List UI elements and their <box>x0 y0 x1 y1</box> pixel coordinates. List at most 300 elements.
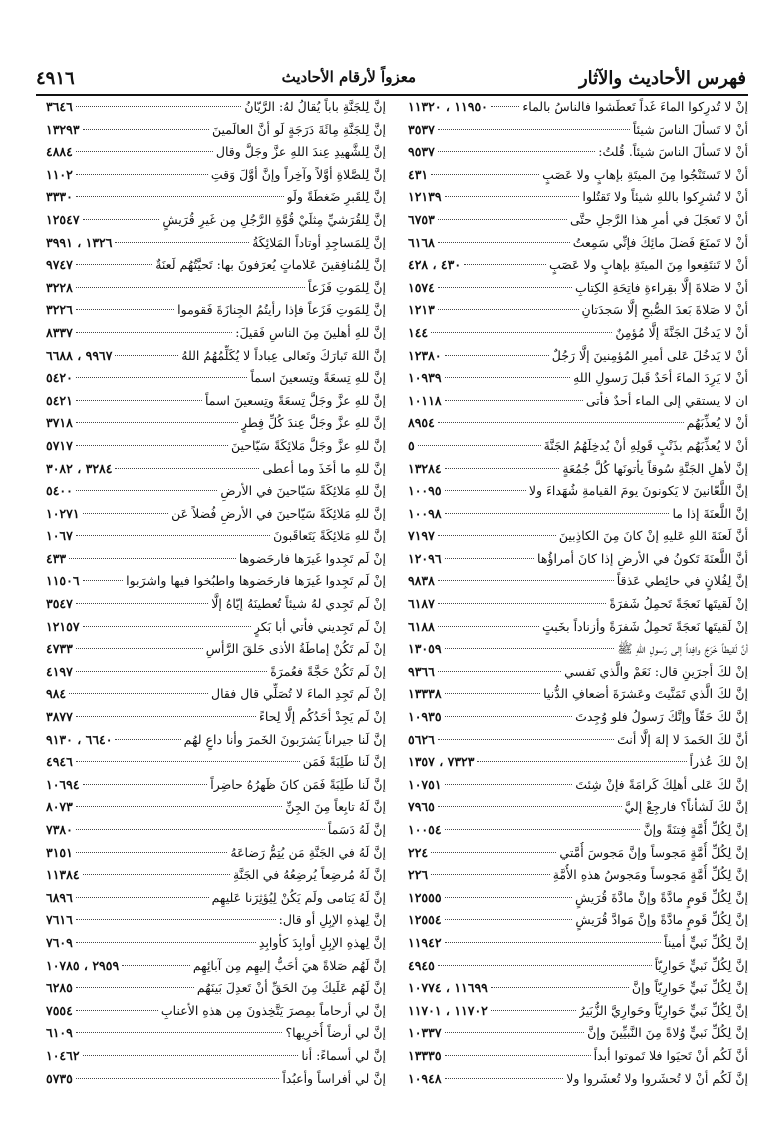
hadith-numbers: ٦٨٩٦ <box>46 889 73 905</box>
entry-text: إنَّ لكَ عَلى أهلِكَ كَرامَةً فإنْ شِئتَ <box>575 776 748 792</box>
index-entry <box>46 1022 386 1045</box>
index-entry <box>408 141 748 164</box>
leader-dots <box>445 468 560 469</box>
index-entry <box>46 593 386 616</box>
leader-dots <box>76 761 300 762</box>
entry-text: إنَّ لي أرضاً أُخرِيها؟ <box>285 1025 386 1041</box>
leader-dots <box>491 1010 576 1011</box>
entry-text: إنَّ لأهلِ الجَنَّةِ سُوقاً يأتونَها كُلَّ جُمُعَةٍ <box>562 460 748 476</box>
index-entry <box>46 638 386 661</box>
leader-dots <box>76 852 228 853</box>
hadith-numbers: ٣٧١٨ <box>46 415 73 431</box>
entry-text: إنَّ لِلمُنافِقينَ عَلاماتٍ يُعرَفونَ بها: تَحيَّتُهُم لَعنَةٌ <box>155 257 386 273</box>
index-entry <box>46 254 386 277</box>
entry-text: إنْ لَم تَجِدوا غَيرَها فارحَضوها واطبُخوا فيها واشرَبوا <box>126 573 386 589</box>
index-column-right <box>408 96 748 1090</box>
entry-text: إنَّ لِكُلِّ نَبيٍّ حَوارِيّاً وحَوارِيَّ الزُّبَيرُ <box>578 1002 748 1018</box>
hadith-numbers: ٣٦٤٦ <box>46 99 73 114</box>
index-entry <box>408 503 748 526</box>
index-entry <box>46 751 386 774</box>
hadith-numbers: ٧٦٠٩ <box>46 934 73 950</box>
leader-dots <box>76 671 267 672</box>
entry-text: إنْ لكَ أجرَينِ قال: نَعَمْ والَّذي نَفسي <box>564 663 748 679</box>
entry-text: إنَّ لَهُم عَلَيكَ مِنَ الحَقِّ أنْ تَعدِلَ بَينَهُم <box>196 980 386 996</box>
entry-text: إنْ لا تُدرِكوا الماءَ غَداً تَعطَشوا فالناسُ بالماء <box>522 99 748 114</box>
entry-text: إنَّ لَهُ دَسَماً <box>327 822 386 837</box>
index-entry <box>408 186 748 209</box>
entry-text: أنَّ لكَ الحَمدَ لا إلهَ إلَّا أنتَ <box>617 731 748 747</box>
leader-dots <box>445 513 670 514</box>
leader-dots <box>445 784 573 785</box>
hadith-numbers: ١٣٢٩٣ <box>46 121 80 137</box>
entry-text: إنَّ لِلقَبرِ ضَغطَةً ولَو <box>286 189 386 205</box>
entry-text: إنَّ لِكُلِّ نَبيٍّ أميناً <box>664 934 748 950</box>
hadith-numbers: ٨٣٣٧ <box>46 324 73 340</box>
hadith-numbers: ١٠٠٥٤ <box>408 822 442 837</box>
index-entry <box>46 774 386 797</box>
leader-dots <box>438 129 630 130</box>
entry-text: إنَّ لِكُلِّ أُمَّةٍ فِتنَةً وإنَّ <box>643 822 748 837</box>
index-entry <box>408 977 748 1000</box>
index-column-left <box>46 96 386 1090</box>
entry-text: إنَّ لِلصَّلاةِ أوَّلاً وآخِراً وإنَّ أوَّلَ وَقتِ <box>210 166 386 182</box>
entry-text: أنْ لا صَلاةَ إلَّا بقِراءةِ فاتِحَةِ الكِتابِ <box>574 279 748 295</box>
entry-text: إنَّ للهِ ما أخَذَ وما أعطى <box>262 460 386 476</box>
entry-text: أنَّ لَعنَةَ اللهِ عَليهِ إنْ كانَ مِنَ الكاذِبينَ <box>558 528 748 544</box>
hadith-numbers: ٣٥٣٧ <box>408 121 435 137</box>
hadith-numbers: ١٢٥٥٥ <box>408 889 442 905</box>
hadith-numbers: ١١٠٢ <box>46 166 73 182</box>
entry-text: أنَّ اللَّعنَةَ تَكونُ في الأرضِ إذا كانَ أمراؤُها <box>537 550 748 566</box>
leader-dots <box>438 965 652 966</box>
leader-dots <box>76 106 241 107</box>
leader-dots <box>83 784 208 785</box>
entry-text: إنَّ لَهُ في الجَنَّةِ مَن يُتِمُّ رَضاعَهُ <box>230 844 386 860</box>
hadith-numbers: ٦٧٥٣ <box>408 211 435 227</box>
hadith-numbers: ٩٧٤٧ <box>46 257 73 273</box>
index-entry <box>408 842 748 865</box>
hadith-numbers: ٩٨٣٨ <box>408 573 435 589</box>
leader-dots <box>76 309 174 310</box>
leader-dots <box>445 693 541 694</box>
hadith-numbers: ٢٩٥٩ ، ١٠٧٨٥ <box>46 957 120 973</box>
hadith-numbers: ١٠١١٨ <box>408 392 442 408</box>
index-entry <box>408 1045 748 1068</box>
leader-dots <box>83 129 209 130</box>
hadith-numbers: ٥٧١٧ <box>46 437 73 453</box>
index-entry <box>46 616 386 639</box>
hadith-numbers: ١٣٢٨٤ <box>408 460 442 476</box>
leader-dots <box>445 196 580 197</box>
entry-text: إنَّ لِهذهِ الإبِلِ أو قال: <box>278 912 386 928</box>
leader-dots <box>438 242 570 243</box>
index-entry <box>46 480 386 503</box>
entry-text: أنْ لا تَسألَ الناسَ شيئاً. قُلتُ: <box>598 144 748 160</box>
hadith-numbers: ١٠٤٦٢ <box>46 1047 80 1063</box>
entry-text: إنْ لَقيتَها نَعجَةً تَحمِلُ شَفرَةً <box>609 596 748 612</box>
entry-text: أنْ لا صَلاةَ بَعدَ الصُّبحِ إلَّا سَجدَتانِ <box>581 302 748 318</box>
entry-text: إنَّ لَنا طَلِبَةً فَمَن كانَ ظَهرُهُ حاضِراً <box>210 776 386 792</box>
hadith-numbers: ٦٢٨٥ <box>46 980 73 996</box>
hadith-numbers: ٩٨٤ <box>46 686 67 702</box>
index-entry <box>46 458 386 481</box>
index-entry <box>46 819 386 842</box>
entry-text: إنَّ لِكُلِّ نَبيٍّ وُلاةً مِنَ النَّبيِّينَ وإنَّ <box>587 1025 748 1041</box>
index-entry <box>46 1000 386 1023</box>
entry-text: إنَّ لِلجَنَّةِ مِائَةَ دَرَجَةٍ لَو أنَّ العالَمينَ <box>211 121 386 137</box>
entry-text: إنَّ لِلجَنَّةِ باباً يُقالُ لهُ: الرَّيّانُ <box>244 99 386 114</box>
index-entry <box>408 254 748 277</box>
hadith-numbers: ١٢١٥٧ <box>46 618 80 634</box>
leader-dots <box>431 174 539 175</box>
entry-text: إنْ لَم تَجِدِ الماءَ لا تُصَلِّي قال فقال <box>211 686 386 702</box>
hadith-numbers: ٧٣٨٠ <box>46 822 73 837</box>
entry-text: إنَّ لِكُلِّ أُمَّةٍ مَجوساً وإنَّ مَجوسَ أُمَّتي <box>559 844 748 860</box>
leader-dots <box>445 355 549 356</box>
leader-dots <box>491 987 629 988</box>
entry-text: إنَّ للهِ مَلائِكَةً سَيّاحينَ في الأرضِ <box>220 483 386 499</box>
hadith-numbers: ٢٢٦ <box>408 867 429 883</box>
hadith-numbers: ٨٠٧٣ <box>46 799 73 815</box>
index-entry <box>408 1022 748 1045</box>
leader-dots <box>438 739 614 740</box>
index-entry <box>46 209 386 232</box>
entry-text: إنَّ لكَ لَشأناً؟ فارجِعْ إليَّ <box>624 799 748 815</box>
entry-text: إنَّ لَهُم صَلاةً هيَ أحَبُّ إليهِم مِن آبائِهِم <box>192 957 386 973</box>
leader-dots <box>76 422 238 423</box>
hadith-numbers: ١٠٦٩٤ <box>46 776 80 792</box>
hadith-numbers: ١٥٧٤ <box>408 279 435 295</box>
entry-text: إنَّ لَنا طَلِبَةً فَمَن <box>302 754 386 770</box>
hadith-numbers: ٦٦٤٠ ، ٩١٣٠ <box>46 731 113 747</box>
leader-dots <box>76 151 213 152</box>
leader-dots <box>445 558 534 559</box>
leader-dots <box>438 580 614 581</box>
index-entry <box>46 390 386 413</box>
hadith-numbers: ١١٩٤٢ <box>408 934 442 950</box>
index-entry <box>408 774 748 797</box>
index-entry <box>46 345 386 368</box>
hadith-numbers: ١٣٣٣٥ <box>408 1047 442 1063</box>
hadith-numbers: ١٠٩٣٥ <box>408 709 442 725</box>
index-entry <box>408 706 748 729</box>
hadith-numbers: ٤٣٠ ، ٤٢٨ <box>408 257 462 273</box>
entry-text: إنَّ لِكُلِّ نَبيٍّ حَوارِيّاً وإنَّ <box>631 980 748 996</box>
entry-text: إنَّ لِلمَوتِ فَزَعاً فإذا رأيتُمُ الجِنازَةَ فَقوموا <box>177 302 386 318</box>
hadith-numbers: ٧٥٥٤ <box>46 1002 73 1018</box>
leader-dots <box>76 535 270 536</box>
leader-dots <box>76 377 248 378</box>
entry-text: أنَّ لَقيطاً خَرَجَ وافِداً إلى رَسولِ اللهِ ﷺ <box>617 641 748 657</box>
hadith-numbers: ٣٥٤٧ <box>46 596 73 612</box>
hadith-numbers: ٤٨٨٤ <box>46 144 73 160</box>
index-entry <box>46 887 386 910</box>
entry-text: إنَّ للهِ عزَّ وجَلَّ عِندَ كُلِّ فِطرٍ <box>240 415 386 431</box>
hadith-numbers: ٩٩٦٧ ، ٦٦٨٨ <box>46 347 113 363</box>
page-number: ٤٩١٦ <box>36 68 75 89</box>
entry-text: إنَّ لكَ حَقّاً وإنَّكَ رَسولُ فلو وُجِدتَ <box>575 709 748 725</box>
hadith-numbers: ٩٥٣٧ <box>408 144 435 160</box>
index-entry <box>46 1068 386 1091</box>
entry-text: إنَّ لِكُلِّ قَومٍ مادَّةً وإنَّ مادَّةَ قُرَيشٍ <box>574 889 748 905</box>
leader-dots <box>431 332 612 333</box>
hadith-numbers: ٨٩٥٤ <box>408 415 435 431</box>
leader-dots <box>76 445 228 446</box>
leader-dots <box>83 513 169 514</box>
index-entry <box>408 390 748 413</box>
index-entry <box>46 435 386 458</box>
hadith-numbers: ١١٦٩٩ ، ١٠٧٧٤ <box>408 980 488 996</box>
hadith-numbers: ١٠٠٩٨ <box>408 505 442 521</box>
index-entry <box>46 932 386 955</box>
entry-text: أنْ لا يَدخُلَ الجَنَّةَ إلَّا مُؤمِنٌ <box>615 324 748 340</box>
hadith-numbers: ١٣٠٥٩ <box>408 641 442 657</box>
entry-text: أنَّ لَكُم أنْ تَحيَوا فلا تَموتوا أبداً <box>593 1047 748 1063</box>
hadith-numbers: ١٠٦٧ <box>46 528 73 544</box>
index-entry <box>408 683 748 706</box>
entry-text: إنَّ لِلمَوتِ فَزَعاً <box>307 279 386 295</box>
leader-dots <box>83 626 251 627</box>
index-entry <box>408 435 748 458</box>
index-entry <box>408 1068 748 1091</box>
index-entry <box>46 186 386 209</box>
entry-text: إنَّ للهِ مَلائِكَةً سَيّاحينَ في الأرضِ فُضلاً عَن <box>171 505 386 521</box>
hadith-numbers: ٤٣٣ <box>46 550 67 566</box>
index-entry <box>46 977 386 1000</box>
index-entry <box>46 299 386 322</box>
entry-text: أنْ لا تَستَنْجُوا مِنَ الميتَةِ بإهابٍ ولا عَصَبٍ <box>542 166 748 182</box>
index-entry <box>46 570 386 593</box>
leader-dots <box>445 829 641 830</box>
index-entry <box>46 412 386 435</box>
entry-text: أنْ لا تَسألَ الناسَ شيئاً <box>632 121 748 137</box>
entry-text: إنَّ لي أفراساً وأعبُداً <box>282 1070 386 1086</box>
entry-text: إنَّ لَهُ تابِعاً مِنَ الجِنِّ <box>285 799 386 815</box>
index-entry <box>46 706 386 729</box>
leader-dots <box>76 1010 158 1011</box>
hadith-numbers: ٣٣٣٠ <box>46 189 73 205</box>
leader-dots <box>445 400 583 401</box>
leader-dots <box>445 1078 564 1079</box>
entry-text: إنَّ للهِ عزَّ وجَلَّ تِسعَةً وتِسعينَ اسماً <box>204 392 386 408</box>
leader-dots <box>76 490 218 491</box>
hadith-numbers: ١٢٥٥٤ <box>408 912 442 928</box>
hadith-numbers: ١٢١٣٩ <box>408 189 442 205</box>
index-entry <box>46 909 386 932</box>
hadith-numbers: ٤٧٣٣ <box>46 641 73 657</box>
hadith-numbers: ١٠٠٩٥ <box>408 483 442 499</box>
index-entry <box>408 277 748 300</box>
leader-dots <box>76 829 325 830</box>
index-entry <box>46 277 386 300</box>
index-entry <box>408 751 748 774</box>
hadith-numbers: ٥٦٢٦ <box>408 731 435 747</box>
entry-text: إنَّ للهِ عزَّ وجَلَّ مَلائِكَةً سَيّاحينَ <box>230 437 386 453</box>
index-entry <box>408 480 748 503</box>
leader-dots <box>445 897 572 898</box>
hadith-numbers: ٣٢٨٤ ، ٣٠٨٢ <box>46 460 113 476</box>
leader-dots <box>464 264 546 265</box>
leader-dots <box>438 151 595 152</box>
index-entry <box>46 119 386 142</box>
hadith-numbers: ٣١٥١ <box>46 844 73 860</box>
hadith-numbers: ٤١٩٧ <box>46 663 73 679</box>
leader-dots <box>445 490 526 491</box>
entry-text: أنْ لا يَدخُلَ عَلى أميرِ المُؤمِنينَ إلَّا رَجُلٌ <box>551 347 748 363</box>
entry-text: إنَّ لكَ الَّذي تَمَنَّيتَ وعَشرَةَ أضعافِ الدُّنيا <box>543 686 748 702</box>
index-entry <box>46 842 386 865</box>
entry-text: إنَّ لِكُلِّ أُمَّةٍ مَجوساً ومَجوسُ هذهِ الأُمَّةِ <box>552 867 748 883</box>
leader-dots <box>76 1078 279 1079</box>
entry-text: إنَّ للهِ أهلينَ مِنَ الناسِ فَقيلَ: <box>235 324 386 340</box>
leader-dots <box>438 626 539 627</box>
entry-text: إنَّ للهِ تِسعَةً وتِسعينَ اسماً <box>250 370 386 386</box>
hadith-numbers: ١٢٣٨٠ <box>408 347 442 363</box>
leader-dots <box>438 535 556 536</box>
hadith-numbers: ٦١٦٨ <box>408 234 435 250</box>
leader-dots <box>76 603 208 604</box>
index-entry <box>408 119 748 142</box>
leader-dots <box>115 739 180 740</box>
hadith-numbers: ١٢٥٤٧ <box>46 211 80 227</box>
index-entry <box>408 570 748 593</box>
index-entry <box>408 299 748 322</box>
leader-dots <box>76 196 284 197</box>
leader-dots <box>445 716 572 717</box>
index-entry <box>408 458 748 481</box>
entry-text: ان لا يستقي إلى الماء أحدٌ فأتى <box>585 392 748 408</box>
index-entry <box>46 864 386 887</box>
hadith-numbers: ١١٧٠٢ ، ١١٧٠١ <box>408 1002 488 1018</box>
index-entry <box>408 616 748 639</box>
index-entry <box>46 322 386 345</box>
index-entry <box>46 1045 386 1068</box>
leader-dots <box>418 445 541 446</box>
hadith-numbers: ٩٣٦٦ <box>408 663 435 679</box>
entry-text: إنَّ لِلشَّهيدِ عِندَ اللهِ عزَّ وجَلَّ وقال <box>215 144 386 160</box>
leader-dots <box>445 942 661 943</box>
hadith-numbers: ٤٩٤٥ <box>408 957 435 973</box>
leader-dots <box>76 942 256 943</box>
leader-dots <box>438 219 567 220</box>
entry-text: إنْ لَم يَجِدْ أحَدُكُم إلَّا لِحاءً <box>259 709 386 725</box>
entry-text: إنْ لَم تَجِدوا غَيرَها فارحَضوها <box>238 550 386 566</box>
leader-dots <box>76 919 276 920</box>
entry-text: إنَّ لِكُلِّ قَومٍ مادَّةً وإنَّ مَوادَّ قُرَيشٍ <box>575 912 748 928</box>
entry-text: إنَّ اللهَ تَبارَكَ وتَعالى عِباداً لا يُكَلِّمُهُمُ اللهُ <box>181 347 386 363</box>
leader-dots <box>431 852 556 853</box>
leader-dots <box>76 806 282 807</box>
leader-dots <box>76 264 152 265</box>
leader-dots <box>69 558 236 559</box>
hadith-numbers: ١٠٩٣٩ <box>408 370 442 386</box>
leader-dots <box>491 106 519 107</box>
hadith-numbers: ٦١٨٨ <box>408 618 435 634</box>
index-entry <box>46 164 386 187</box>
leader-dots <box>76 648 203 649</box>
entry-text: إنَّ لَنا جيراناً يَشرَبونَ الخَمرَ وأنا داعٍ لهُم <box>183 731 386 747</box>
entry-text: إنَّ لي أسماءً: أنا <box>301 1047 386 1063</box>
index-entry <box>408 819 748 842</box>
leader-dots <box>115 355 178 356</box>
entry-text: إنْ لَم تَكُنْ إماطَةُ الأذى حَلقَ الرَّأسِ <box>205 641 386 657</box>
leader-dots <box>76 1032 283 1033</box>
leader-dots <box>438 309 579 310</box>
leader-dots <box>76 287 305 288</box>
book-title: فهرس الأحاديث والآثار <box>578 68 746 89</box>
index-entry <box>408 232 748 255</box>
hadith-numbers: ٥٤٠٠ <box>46 483 73 499</box>
hadith-numbers: ١١٩٥٠ ، ١١٣٢٠ <box>408 99 488 114</box>
index-entry <box>408 729 748 752</box>
leader-dots <box>83 219 160 220</box>
entry-text: إنْ لكَ عُذراً <box>689 754 748 770</box>
entry-text: أنْ لا تَعجَلَ في أمرِ هذا الرَّجلِ حتَّى <box>569 211 748 227</box>
page-header <box>36 68 746 94</box>
hadith-numbers: ٥٤٢١ <box>46 392 73 408</box>
index-entry <box>408 345 748 368</box>
hadith-numbers: ١٢٠٩٦ <box>408 550 442 566</box>
index-entry <box>46 367 386 390</box>
entry-text: إنَّ لي أرحاماً بمِصرَ يَتَّخِذونَ مِن هذهِ الأعنابِ <box>160 1002 386 1018</box>
hadith-numbers: ١٣٣٣٨ <box>408 686 442 702</box>
leader-dots <box>76 332 232 333</box>
index-entry <box>46 96 386 119</box>
index-entry <box>46 141 386 164</box>
index-entry <box>408 96 748 119</box>
index-entry <box>408 525 748 548</box>
index-entry <box>46 503 386 526</box>
hadith-numbers: ٧١٩٧ <box>408 528 435 544</box>
hadith-numbers: ١٠٢٧١ <box>46 505 80 521</box>
leader-dots <box>438 287 572 288</box>
hadith-numbers: ٥٧٣٥ <box>46 1070 73 1086</box>
index-entry <box>408 322 748 345</box>
index-entry <box>408 209 748 232</box>
hadith-numbers: ١٠٩٤٨ <box>408 1070 442 1086</box>
index-entry <box>408 796 748 819</box>
index-entry <box>46 683 386 706</box>
leader-dots <box>438 671 561 672</box>
hadith-numbers: ٣٢٢٨ <box>46 279 73 295</box>
hadith-numbers: ٤٩٤٦ <box>46 754 73 770</box>
entry-text: أنْ لا يُعذِّبَهُم <box>686 415 748 431</box>
index-entry <box>408 164 748 187</box>
entry-text: أنْ لا تُشرِكوا باللهِ شيئاً ولا تَقتُلوا <box>582 189 748 205</box>
index-entry <box>408 593 748 616</box>
entry-text: إنَّ لِهذهِ الإبِلِ أوابِدَ كأوابِدِ <box>258 934 386 950</box>
leader-dots <box>83 580 124 581</box>
entry-text: إنْ لَم تَجِدي لهُ شيئاً تُعطينَهُ إيّاهُ إلَّا <box>211 596 386 612</box>
index-entry <box>408 661 748 684</box>
index-entry <box>46 796 386 819</box>
leader-dots <box>477 761 686 762</box>
entry-text: إنْ لَم تَكُنْ حَجَّةً فعُمرَةً <box>270 663 386 679</box>
hadith-numbers: ٦١٨٧ <box>408 596 435 612</box>
hadith-numbers: ١١٣٨٤ <box>46 867 80 883</box>
leader-dots <box>438 806 622 807</box>
index-entry <box>408 955 748 978</box>
entry-text: إنَّ لِلمَساجِدِ أوتاداً المَلائِكَةُ <box>252 234 386 250</box>
entry-text: إنَّ اللَّعّانينَ لا يَكونونَ يومَ القيامةِ شُهَداءَ ولا <box>528 483 748 499</box>
leader-dots <box>76 716 256 717</box>
index-entry <box>46 232 386 255</box>
leader-dots <box>122 965 190 966</box>
index-entry <box>46 661 386 684</box>
entry-text: إنَّ لَكُم أنْ لا تُحشَروا ولا تُعشَروا ولا <box>566 1070 748 1086</box>
entry-text: إنَّ اللَّعنَةَ إذا ما <box>672 505 748 521</box>
hadith-numbers: ٤٣١ <box>408 166 429 182</box>
